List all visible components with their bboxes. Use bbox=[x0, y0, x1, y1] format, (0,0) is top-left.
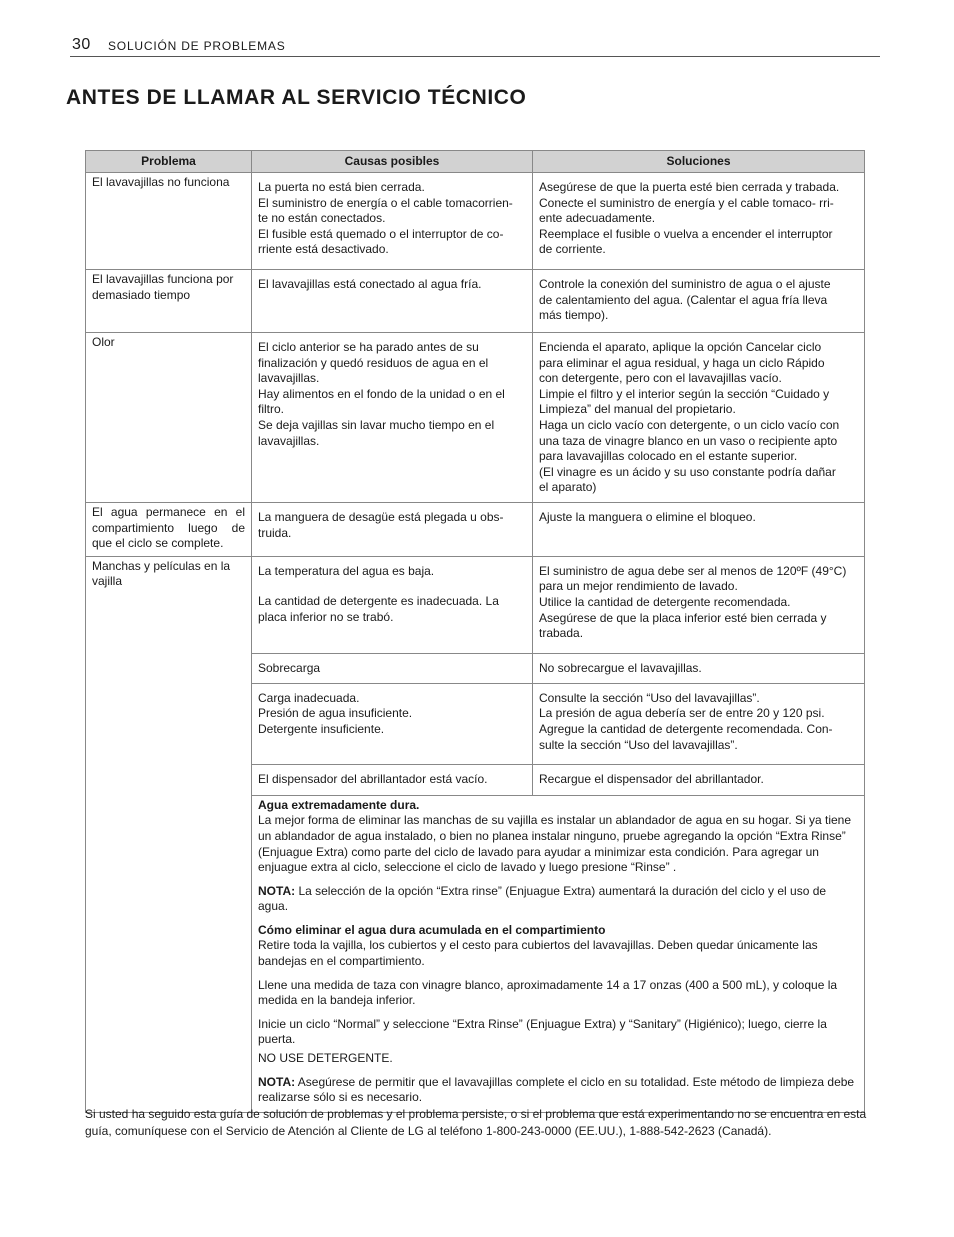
hard-water-text: La mejor forma de eliminar las manchas de su vajilla es instalar un ablandador de agua en su hogar. Si ya tiene un ablandador de agua instalado, o bien no planea instalar ninguno, pruebe agregando la opción “Extra Rinse” (Enjuague Extra) como parte del ciclo de lavado para ayudar a minimizar esta condición. Para agregar un enjuague extra al ciclo, seleccione el ciclo de lavado y luego presione “Rinse” . bbox=[258, 813, 852, 875]
note-label: NOTA: bbox=[258, 883, 296, 898]
column-header-causes: Causas posibles bbox=[252, 151, 533, 173]
solution-line: el aparato) bbox=[539, 480, 597, 495]
solution-line: Encienda el aparato, aplique la opción Cancelar ciclo bbox=[539, 340, 822, 354]
cause-line: La manguera de desagüe está plegada u obs- bbox=[258, 509, 504, 524]
problem-cell: El agua permanece en el compartimiento luego de que el ciclo se complete. bbox=[86, 502, 252, 556]
hard-water-heading: Agua extremadamente dura. bbox=[258, 797, 420, 812]
solution-line: Recargue el dispensador del abrillantador. bbox=[539, 771, 764, 786]
cause-line: placa inferior no se trabó. bbox=[258, 609, 394, 624]
cause-line: Se deja vajillas sin lavar mucho tiempo en el bbox=[258, 417, 495, 432]
solution-line: Conecte el suministro de energía y el cable tomaco- rri- bbox=[539, 195, 834, 210]
cause-line: La cantidad de detergente es inadecuada. La bbox=[258, 594, 499, 609]
cause-line: rriente está desactivado. bbox=[258, 242, 389, 257]
solution-line: para lavavajillas colocado en el estante superior. bbox=[539, 449, 798, 464]
section-label: SOLUCIÓN DE PROBLEMAS bbox=[108, 39, 286, 53]
solution-line: de calentamiento del agua. (Calentar el agua fría lleva bbox=[539, 292, 828, 307]
solution-line: ente adecuadamente. bbox=[539, 211, 656, 226]
solution-line: Ajuste la manguera o elimine el bloqueo. bbox=[539, 509, 756, 524]
step-text: Retire toda la vajilla, los cubiertos y el cesto para cubiertos del lavavajillas. Deben quedar únicamente las bandejas en el compartimiento. bbox=[258, 938, 818, 969]
solution-line: Consulte la sección “Uso del lavavajillas”. bbox=[539, 690, 760, 705]
remove-hard-water-heading: Cómo eliminar el agua dura acumulada en el compartimiento bbox=[258, 922, 606, 937]
solutions-cell bbox=[533, 683, 865, 764]
causes-cell bbox=[252, 556, 533, 653]
solutions-cell bbox=[533, 270, 865, 333]
causes-cell bbox=[252, 683, 533, 764]
note-text: La selección de la opción “Extra rinse” (Enjuague Extra) aumentará la duración del ciclo y el uso de agua. bbox=[258, 883, 827, 914]
column-header-problem: Problema bbox=[86, 151, 252, 173]
table-row bbox=[86, 270, 865, 333]
solution-line: Agregue la cantidad de detergente recomendada. Con- bbox=[539, 721, 833, 736]
solution-line: Haga un ciclo vacío con detergente, o un ciclo vacío con bbox=[539, 417, 840, 432]
causes-cell bbox=[252, 653, 533, 683]
causes-cell bbox=[252, 333, 533, 503]
solution-line: sulte la sección “Uso del lavavajillas”. bbox=[539, 737, 738, 752]
cause-line: lavavajillas. bbox=[258, 371, 320, 386]
page-number: 30 bbox=[72, 36, 91, 53]
cause-line: Sobrecarga bbox=[258, 660, 321, 675]
solutions-cell bbox=[533, 333, 865, 503]
cause-line: El dispensador del abrillantador está vacío. bbox=[258, 771, 488, 786]
solution-line: con detergente, pero con el lavavajillas vacío. bbox=[539, 371, 782, 386]
solution-line: (El vinagre es un ácido y su uso constante podría dañar bbox=[539, 464, 836, 479]
cause-line: Detergente insuficiente. bbox=[258, 721, 385, 736]
cause-line: El fusible está quemado o el interruptor de co- bbox=[258, 226, 504, 241]
problem-cell: El lavavajillas no funciona bbox=[86, 173, 252, 270]
table-row bbox=[86, 502, 865, 556]
note-text: Asegúrese de permitir que el lavavajillas complete el ciclo en su totalidad. Este método de limpieza debe realizarse sólo si es necesario. bbox=[258, 1074, 855, 1105]
solution-line: Asegúrese de que la placa inferior esté bien cerrada y bbox=[539, 610, 827, 625]
solution-line: para un mejor rendimiento de lavado. bbox=[539, 579, 738, 594]
problem-cell: El lavavajillas funciona por demasiado tiempo bbox=[86, 270, 252, 333]
causes-cell bbox=[252, 764, 533, 795]
solution-line: Limpie el filtro y el interior según la sección “Cuidado y bbox=[539, 386, 830, 401]
solution-line: trabada. bbox=[539, 626, 584, 641]
solution-line: más tiempo). bbox=[539, 308, 609, 323]
table-row bbox=[86, 556, 865, 653]
solution-line: El suministro de agua debe ser al menos de 120ºF (49°C) bbox=[539, 563, 847, 578]
cause-line: La temperatura del agua es baja. bbox=[258, 563, 435, 578]
note-paragraph bbox=[258, 1075, 858, 1106]
cause-line: truida. bbox=[258, 525, 292, 540]
solution-line: para eliminar el agua residual, y haga un ciclo Rápido bbox=[539, 355, 825, 370]
table-row bbox=[86, 173, 865, 270]
cause-line: Carga inadecuada. bbox=[258, 690, 360, 705]
solution-line: Asegúrese de que la puerta esté bien cerrada y trabada. bbox=[539, 180, 840, 194]
solution-line: una taza de vinagre blanco en un vaso o recipiente apto bbox=[539, 433, 838, 448]
solution-line: La presión de agua debería ser de entre 20 y 120 psi. bbox=[539, 706, 825, 721]
hard-water-cell bbox=[252, 795, 865, 1112]
solutions-cell bbox=[533, 502, 865, 556]
troubleshooting-table bbox=[85, 150, 865, 1113]
causes-cell bbox=[252, 270, 533, 333]
solutions-cell bbox=[533, 556, 865, 653]
cause-line: El suministro de energía o el cable tomacorrien- bbox=[258, 195, 513, 210]
cause-line: lavavajillas. bbox=[258, 433, 320, 448]
cause-line: te no están conectados. bbox=[258, 211, 386, 226]
no-detergent-text: NO USE DETERGENTE. bbox=[258, 1051, 393, 1066]
cause-line: filtro. bbox=[258, 402, 285, 417]
note-paragraph bbox=[258, 884, 858, 915]
step-text: Inicie un ciclo “Normal” y seleccione “Extra Rinse” (Enjuague Extra) y “Sanitary” (Higiénico); luego, cierre la puerta. bbox=[258, 1016, 827, 1047]
page-header bbox=[70, 36, 880, 57]
table-header-row bbox=[86, 151, 865, 173]
cause-line: Presión de agua insuficiente. bbox=[258, 706, 413, 721]
cause-line: El ciclo anterior se ha parado antes de su bbox=[258, 340, 479, 354]
solution-line: Limpieza” del manual del propietario. bbox=[539, 402, 736, 417]
solutions-cell bbox=[533, 173, 865, 270]
solutions-cell bbox=[533, 653, 865, 683]
cause-line: La puerta no está bien cerrada. bbox=[258, 180, 425, 194]
table-row bbox=[86, 333, 865, 503]
causes-cell bbox=[252, 173, 533, 270]
causes-cell bbox=[252, 502, 533, 556]
footer-note: Si usted ha seguido esta guía de solución de problemas y el problema persiste, o si el problema que está experimentando no se encuentra en esta guía, comuníquese con el Servicio de Atención al Cliente de LG al teléfono 1-800-243-0000 (EE.UU.), 1-888-542-2623 (Canadá). bbox=[85, 1107, 867, 1138]
solution-line: No sobrecargue el lavavajillas. bbox=[539, 660, 702, 675]
solution-line: Utilice la cantidad de detergente recomendada. bbox=[539, 594, 791, 609]
cause-line: El lavavajillas está conectado al agua fría. bbox=[258, 277, 482, 291]
problem-cell: Olor bbox=[86, 333, 252, 503]
page-title: ANTES DE LLAMAR AL SERVICIO TÉCNICO bbox=[66, 86, 527, 109]
solution-line: Reemplace el fusible o vuelva a encender el interruptor bbox=[539, 226, 833, 241]
problem-cell: Manchas y películas en la vajilla bbox=[86, 556, 252, 1112]
solution-line: de corriente. bbox=[539, 242, 606, 257]
solutions-cell bbox=[533, 764, 865, 795]
note-label: NOTA: bbox=[258, 1074, 296, 1089]
solution-line: Controle la conexión del suministro de agua o el ajuste bbox=[539, 277, 831, 291]
step-text: Llene una medida de taza con vinagre blanco, aproximadamente 14 a 17 onzas (400 a 500 mL), y coloque la medida en la bandeja inferior. bbox=[258, 977, 838, 1008]
cause-line: Hay alimentos en el fondo de la unidad o en el bbox=[258, 386, 505, 401]
column-header-solutions: Soluciones bbox=[533, 151, 865, 173]
cause-line: finalización y quedó residuos de agua en el bbox=[258, 355, 489, 370]
